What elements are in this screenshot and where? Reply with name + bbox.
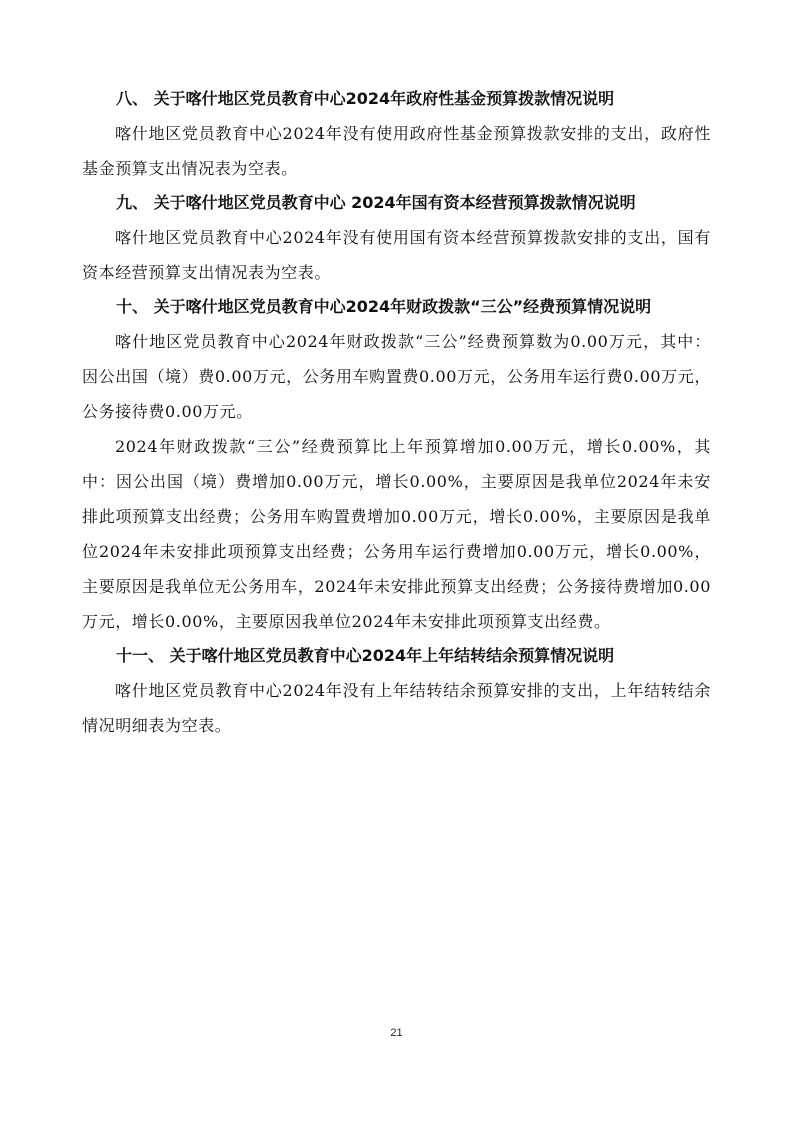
section-heading-10: 十、 关于喀什地区党员教育中心2024年财政拨款“三公”经费预算情况说明	[116, 297, 652, 316]
section-paragraph: 喀什地区党员教育中心2024年财政拨款“三公”经费预算数为0.00万元，其中：因公出国（境）费0.00万元，公务用车购置费0.00万元，公务用车运行费0.00万元，公务接待费0.00万元。	[82, 332, 711, 421]
section-heading-8: 八、 关于喀什地区党员教育中心2024年政府性基金预算拨款情况说明	[116, 89, 615, 108]
section-paragraph: 喀什地区党员教育中心2024年没有使用政府性基金预算拨款安排的支出，政府性基金预算支出情况表为空表。	[82, 124, 711, 178]
section-heading-9: 九、 关于喀什地区党员教育中心 2024年国有资本经营预算拨款情况说明	[116, 193, 636, 212]
page-number: 21	[390, 1027, 403, 1039]
section-paragraph: 喀什地区党员教育中心2024年没有使用国有资本经营预算拨款安排的支出，国有资本经营预算支出情况表为空表。	[82, 228, 711, 282]
section-paragraph: 2024年财政拨款“三公”经费预算比上年预算增加0.00万元，增长0.00%，其中：因公出国（境）费增加0.00万元，增长0.00%，主要原因是我单位2024年未安排此项预算支出经费；公务用车购置费增加0.00万元，增长0.00%，主要原因是我单位2024年未安排此项预算支出经费；公务用车运行费增加0.00万元，增长0.00%，主要原因是我单位无公务用车，2024年未安排此预算支出经费；公务接待费增加0.00万元，增长0.00%，主要原因我单位2024年未安排此项预算支出经费。	[82, 437, 711, 631]
section-heading-11: 十一、 关于喀什地区党员教育中心2024年上年结转结余预算情况说明	[116, 646, 615, 665]
section-paragraph: 喀什地区党员教育中心2024年没有上年结转结余预算安排的支出，上年结转结余情况明细表为空表。	[82, 681, 711, 735]
page-content	[82, 82, 711, 743]
